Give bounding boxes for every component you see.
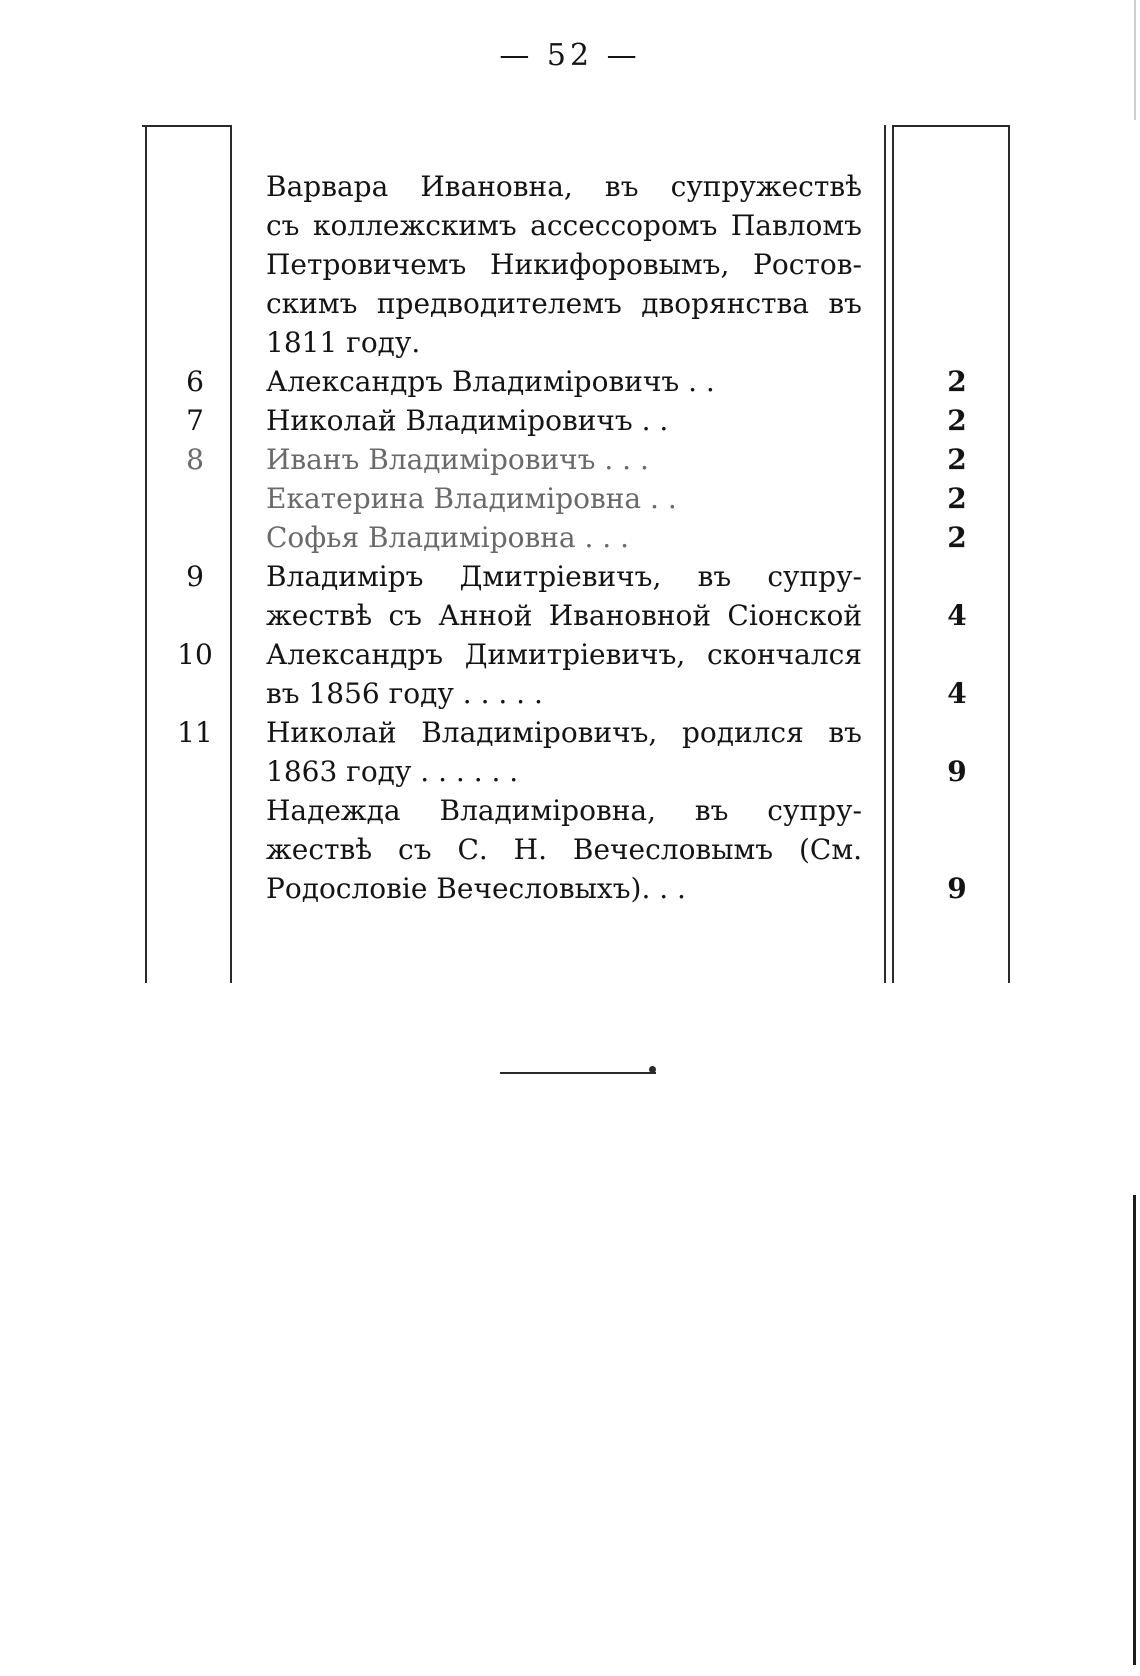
table-top-rule-right (892, 125, 1010, 127)
row-text: Софья Владиміровна . . . (266, 521, 630, 554)
row-generation: 2 (947, 521, 967, 554)
row-text: Надежда Владиміровна, въ супру- (266, 794, 862, 827)
scan-edge-mark (1134, 0, 1136, 120)
row-number: 8 (186, 443, 204, 476)
end-rule-dot (649, 1066, 656, 1073)
row-number: 6 (186, 365, 204, 398)
table-row (0, 324, 1140, 362)
row-text: скимъ предводителемъ дворянства въ (266, 287, 862, 320)
row-text: Иванъ Владиміровичъ . . . (266, 443, 649, 476)
table-row (0, 675, 1140, 713)
table-row (0, 870, 1140, 908)
row-generation: 2 (947, 443, 967, 476)
table-row (0, 753, 1140, 791)
table-row (0, 246, 1140, 284)
row-text: Александръ Владиміровичъ . . (266, 365, 715, 398)
row-generation: 9 (947, 755, 967, 788)
table-row (0, 792, 1140, 830)
row-generation: 9 (947, 872, 967, 905)
row-text: съ коллежскимъ ассессоромъ Павломъ (266, 209, 862, 242)
row-text: Александръ Димитріевичъ, скончался (266, 638, 862, 671)
table-row (0, 558, 1140, 596)
table-row (0, 168, 1140, 206)
page-number: — 52 — (499, 38, 641, 73)
table-row (0, 714, 1140, 752)
scan-edge-mark (1133, 1195, 1136, 1665)
row-text: 1811 году. (266, 326, 421, 359)
row-number: 7 (186, 404, 204, 437)
table-top-rule-left (142, 125, 232, 127)
row-generation: 2 (947, 365, 967, 398)
table-row (0, 285, 1140, 323)
row-text: Екатерина Владиміровна . . (266, 482, 677, 515)
table-row (0, 441, 1140, 479)
row-text: въ 1856 году . . . . . (266, 677, 543, 710)
table-row (0, 363, 1140, 401)
row-text: жествѣ съ Анной Ивановной Сіонской (266, 599, 862, 632)
table-row (0, 831, 1140, 869)
end-rule (500, 1072, 656, 1074)
row-text: Варвара Ивановна, въ супружествѣ (266, 170, 862, 203)
row-text: Николай Владиміровичъ, родился въ (266, 716, 862, 749)
table-row (0, 519, 1140, 557)
row-text: жествѣ съ С. Н. Вечесловымъ (См. (266, 833, 862, 866)
row-generation: 2 (947, 404, 967, 437)
row-number: 9 (186, 560, 204, 593)
row-text: Петровичемъ Никифоровымъ, Ростов- (266, 248, 862, 281)
row-generation: 4 (947, 599, 967, 632)
table-row (0, 480, 1140, 518)
row-text: 1863 году . . . . . . (266, 755, 519, 788)
table-row (0, 636, 1140, 674)
row-text: Владиміръ Дмитріевичъ, въ супру- (266, 560, 862, 593)
row-number: 11 (177, 716, 213, 749)
table-row (0, 402, 1140, 440)
table-row (0, 597, 1140, 635)
row-generation: 2 (947, 482, 967, 515)
row-text: Николай Владиміровичъ . . (266, 404, 669, 437)
row-number: 10 (177, 638, 213, 671)
row-generation: 4 (947, 677, 967, 710)
table-row (0, 207, 1140, 245)
row-text: Родословіе Вечесловыхъ). . . (266, 872, 686, 905)
